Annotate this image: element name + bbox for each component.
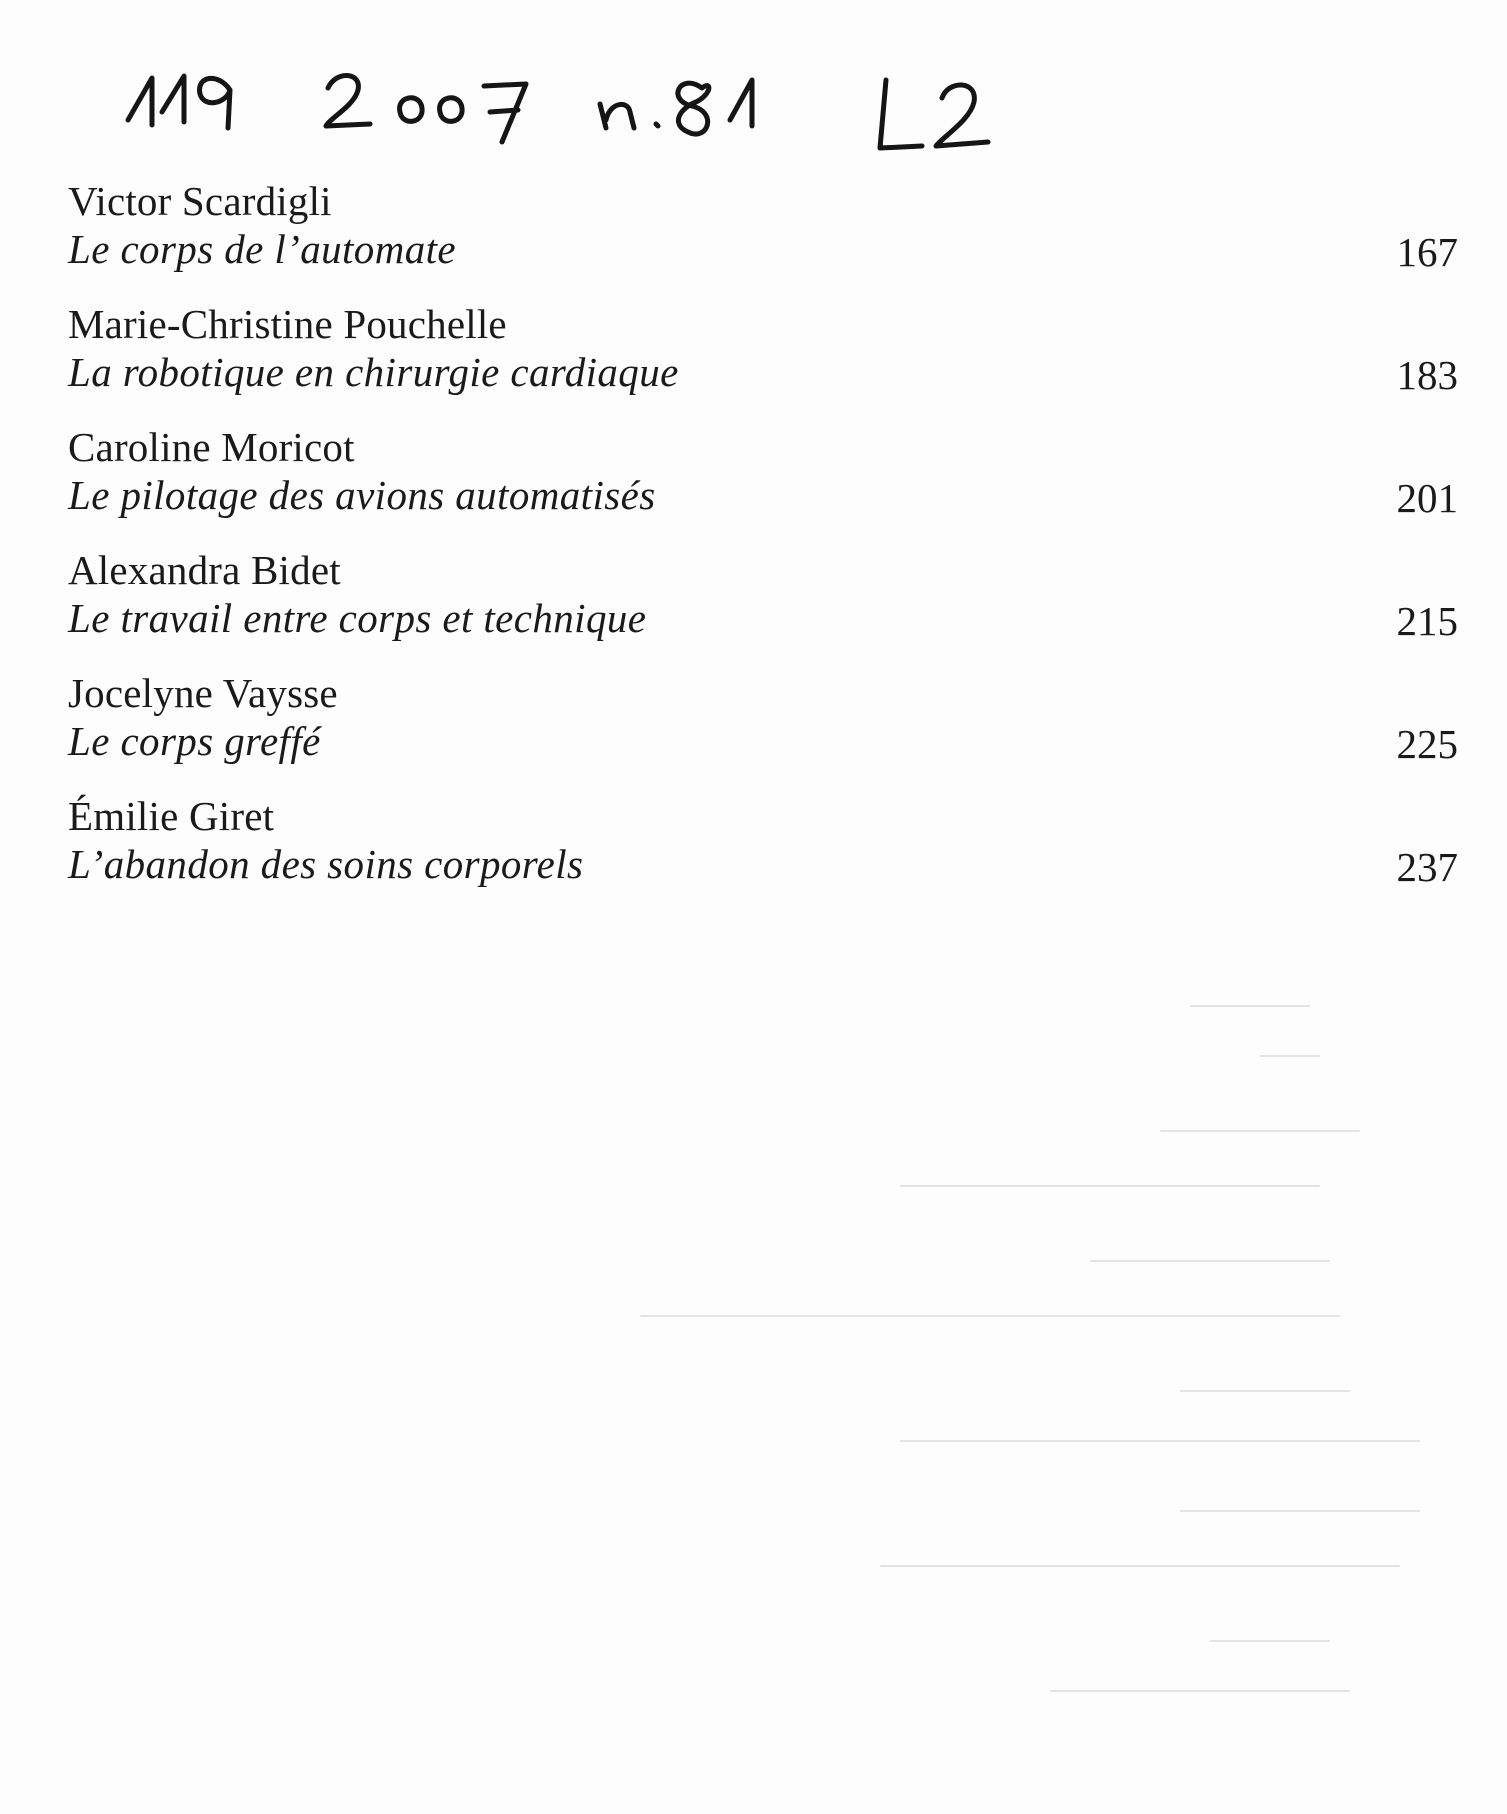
handwritten-note (100, 50, 1100, 170)
handwritten-note-drawing (100, 50, 1100, 170)
toc-entry (68, 670, 1458, 793)
toc-entry (68, 547, 1458, 670)
entry-page-number: 183 (1396, 352, 1458, 398)
entry-page-number: 201 (1396, 475, 1458, 521)
entry-author: Alexandra Bidet (68, 547, 341, 593)
entry-title: La robotique en chirurgie cardiaque (68, 349, 679, 395)
toc-entry (68, 793, 1458, 916)
entry-page-number: 225 (1396, 721, 1458, 767)
entry-page-number: 167 (1396, 229, 1458, 275)
entry-title: Le travail entre corps et technique (68, 595, 647, 641)
entry-author: Émilie Giret (68, 793, 275, 839)
toc-entry (68, 424, 1458, 547)
entry-title: Le corps de l’automate (68, 226, 456, 272)
entry-author: Victor Scardigli (68, 178, 332, 224)
entry-author: Jocelyne Vaysse (68, 670, 338, 716)
entry-author: Caroline Moricot (68, 424, 355, 470)
entry-title: Le corps greffé (68, 718, 321, 764)
entry-author: Marie-Christine Pouchelle (68, 301, 507, 347)
table-of-contents (68, 178, 1458, 916)
entry-page-number: 237 (1396, 844, 1458, 890)
toc-entry (68, 178, 1458, 301)
entry-title: Le pilotage des avions automatisés (68, 472, 656, 518)
entry-title: L’abandon des soins corporels (68, 841, 584, 887)
entry-page-number: 215 (1396, 598, 1458, 644)
toc-entry (68, 301, 1458, 424)
